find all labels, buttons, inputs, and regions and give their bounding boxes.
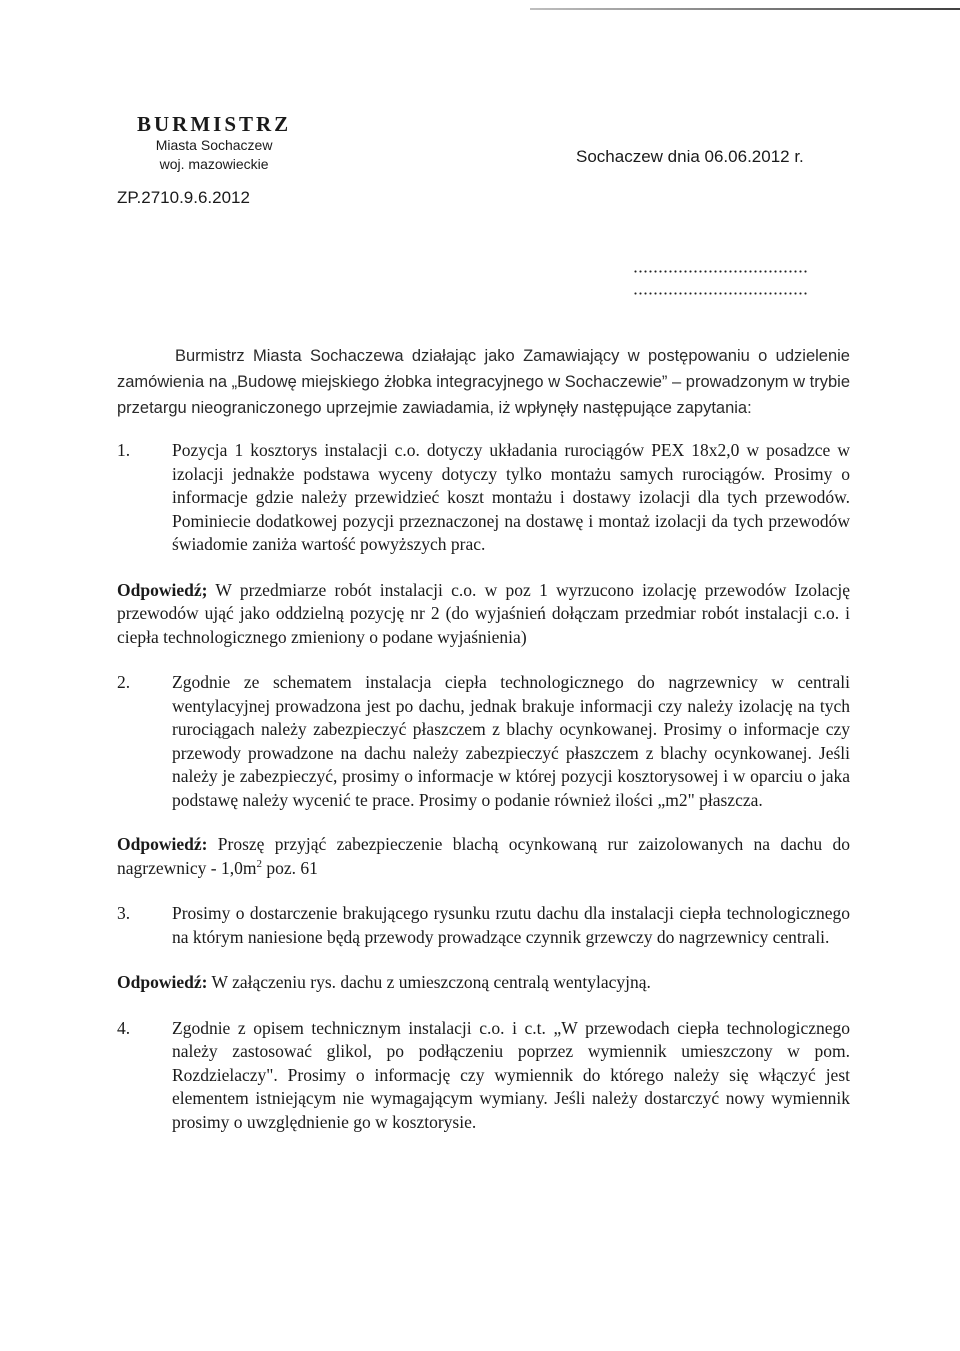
question-text: Pozycja 1 kosztorys instalacji c.o. dotyczy układania rurociągów PEX 18x2,0 w posadzce w izolacji jednakże podstawa wyceny dotyczy tylko montażu samych rurociągów. Prosimy o informacje gdzie należy przewidzieć koszt montażu i dostawy izolacji dla tych przewodów. Pominiecie dodatkowej pozycji przeznaczonej na dostawę i montaż izolacji da tych przewodów świadomie zaniża wartość powyższych prac. [172,440,850,554]
sender-region: woj. mazowieckie [159,156,269,172]
letter-body [117,343,850,1134]
sender-city: Miasta Sochaczew [155,137,273,153]
answer-text-end: poz. 61 [261,857,318,878]
answer-text: Proszę przyjąć zabezpieczenie blachą ocynkowaną rur zaizolowanych na dachu do nagrzewnicy - 1,0m [117,834,850,878]
document-date: Sochaczew dnia 06.06.2012 r. [576,147,804,166]
question-number: 4. [117,1017,131,1038]
addressee-dotted-line [633,270,808,273]
answer-2 [117,833,850,880]
question-item-4 [117,1017,850,1135]
answer-label: Odpowiedź: [117,834,208,854]
question-text: Prosimy o dostarczenie brakującego rysunku rzutu dachu dla instalacji ciepła technologicznego na którym naniesione będą przewody prowadzące czynnik grzewczy do nagrzewnicy centrali. [172,903,850,947]
question-text: Zgodnie z opisem technicznym instalacji c.o. i c.t. „W przewodach ciepła technologicznego należy zastosować glikol, po podłączeniu poprzez wymiennik umieszczony w pom. Rozdzielaczy". Prosimy o informację czy wymiennik do którego należy się włączyć jest elementem istniejącym nie wymagającym wymiany. Jeśli należy dostarczyć nowy wymiennik prosimy o uwzględnienie go w kosztorysie. [172,1017,850,1132]
sender-block [137,112,291,174]
answer-label: Odpowiedź: [117,972,208,992]
question-number: 2. [117,672,131,692]
answer-3 [117,971,850,995]
answer-text: W przedmiarze robót instalacji c.o. w poz 1 wyrzucono izolację przewodów Izolację przewodów ująć jako oddzielną pozycję nr 2 (do wyjaśnień dołączam przedmiar robót instalacji c.o. i ciepła technologicznego zmieniony o podane wyjaśnienia) [117,579,850,647]
superscript-two: 2 [256,857,262,870]
question-item-3 [117,902,850,949]
answer-1 [117,579,850,650]
answer-text: W załączeniu rys. dachu z umieszczoną centralą wentylacyjną. [211,972,651,992]
answer-label: Odpowiedź; [117,579,208,600]
reference-number: ZP.2710.9.6.2012 [117,188,250,207]
intro-paragraph: Burmistrz Miasta Sochaczewa działając jako Zamawiający w postępowaniu o udzielenie zamówienia na „Budowę miejskiego żłobka integracyjnego w Sochaczewie” – prowadzonym w trybie przetargu nieograniczonego uprzejmie zawiadamia, iż wpłynęły następujące zapytania: [117,347,850,417]
question-item-2 [117,671,850,812]
addressee-dotted-line [633,292,808,295]
question-item-1 [117,439,850,557]
question-number: 3. [117,903,131,923]
scan-edge-line [530,8,960,10]
question-text: Zgodnie ze schematem instalacja ciepła technologicznego do nagrzewnicy w centrali wentylacyjnej prowadzona jest po dachu, jednak brakuje informacji czy należy izolację na tych rurociągach należy zabezpieczyć płaszczem z blachy ocynkowanej. Prosimy o informacje czy przewody prowadzone na dachu należy zabezpieczyć płaszczem z blachy ocynkowanej. Jeśli należy je zabezpieczyć, prosimy o informacje w której pozycji kosztorysowej i w oparciu o jaka podstawę należy wycenić te prace. Prosimy o podanie również ilości „m2" płaszcza. [172,672,850,810]
sender-title: BURMISTRZ [137,112,292,136]
question-number: 1. [117,440,131,460]
